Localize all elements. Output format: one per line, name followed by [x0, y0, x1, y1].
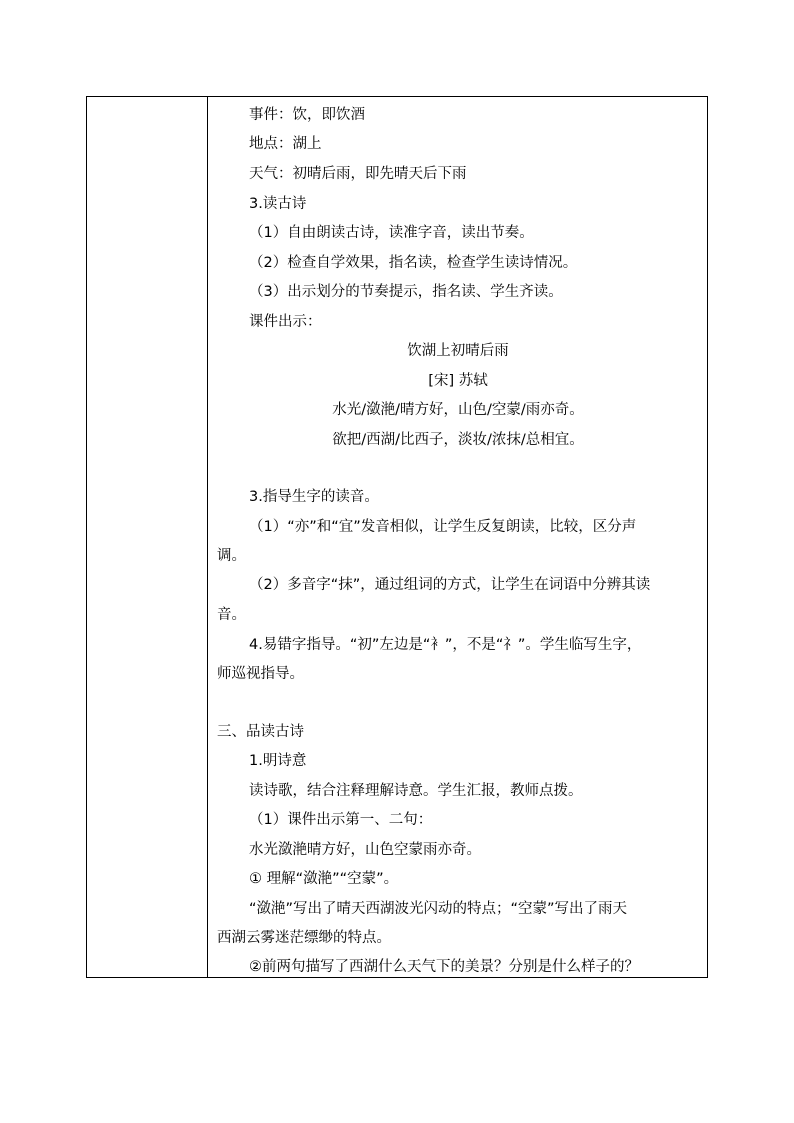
text-line: 课件出示： — [249, 314, 322, 330]
text-line: 4.易错字指导。“初”左边是“衤”，不是“礻”。学生临写生字， — [249, 637, 642, 653]
text-line: 天气：初晴后雨，即先晴天后下雨 — [249, 166, 467, 182]
text-line: （1）自由朗读古诗，读准字音，读出节奏。 — [249, 225, 534, 241]
text-line: 水光潋滟晴方好，山色空蒙雨亦奇。 — [249, 842, 481, 858]
text-line: 事件：饮，即饮酒 — [249, 107, 365, 123]
text-line: （2）检查自学效果，指名读，检查学生读诗情况。 — [249, 255, 578, 271]
text-line: 师巡视指导。 — [217, 666, 304, 682]
text-line: （1）课件出示第一、二句： — [249, 812, 433, 828]
text-line: ②前两句描写了西湖什么天气下的美景？分别是什么样子的？ — [249, 959, 639, 975]
text-line: “潋滟”写出了晴天西湖波光闪动的特点；“空蒙”写出了雨天 — [249, 901, 628, 917]
text-line: ① 理解“潋滟”“空蒙”。 — [249, 871, 399, 887]
left-column-cell — [87, 97, 208, 977]
text-line: 3.指导生字的读音。 — [249, 489, 379, 505]
text-line: 3.读古诗 — [249, 196, 307, 212]
text-line: 1.明诗意 — [249, 753, 307, 769]
text-line: 读诗歌，结合注释理解诗意。学生汇报，教师点拨。 — [249, 783, 583, 799]
lesson-table — [86, 96, 708, 978]
text-line: 音。 — [217, 607, 246, 623]
text-line: （1）“亦”和“宜”发音相似，让学生反复朗读，比较，区分声 — [249, 519, 637, 535]
poem-line: 水光/潋滟/晴方好，山色/空蒙/雨亦奇。 — [332, 402, 584, 418]
text-line: 地点：湖上 — [249, 136, 322, 152]
text-line: （3）出示划分的节奏提示，指名读、学生齐读。 — [249, 284, 563, 300]
poem-line: 欲把/西湖/比西子，淡妆/浓抹/总相宜。 — [332, 432, 584, 448]
text-line: （2）多音字“抹”，通过组词的方式，让学生在词语中分辨其读 — [249, 577, 651, 593]
text-line: 调。 — [217, 548, 246, 564]
content-cell — [209, 97, 707, 977]
text-line: 西湖云雾迷茫缥缈的特点。 — [217, 930, 391, 946]
poem-title: 饮湖上初晴后雨 — [407, 343, 509, 359]
poem-author: [宋] 苏轼 — [428, 373, 488, 389]
section-heading: 三、品读古诗 — [217, 724, 304, 740]
